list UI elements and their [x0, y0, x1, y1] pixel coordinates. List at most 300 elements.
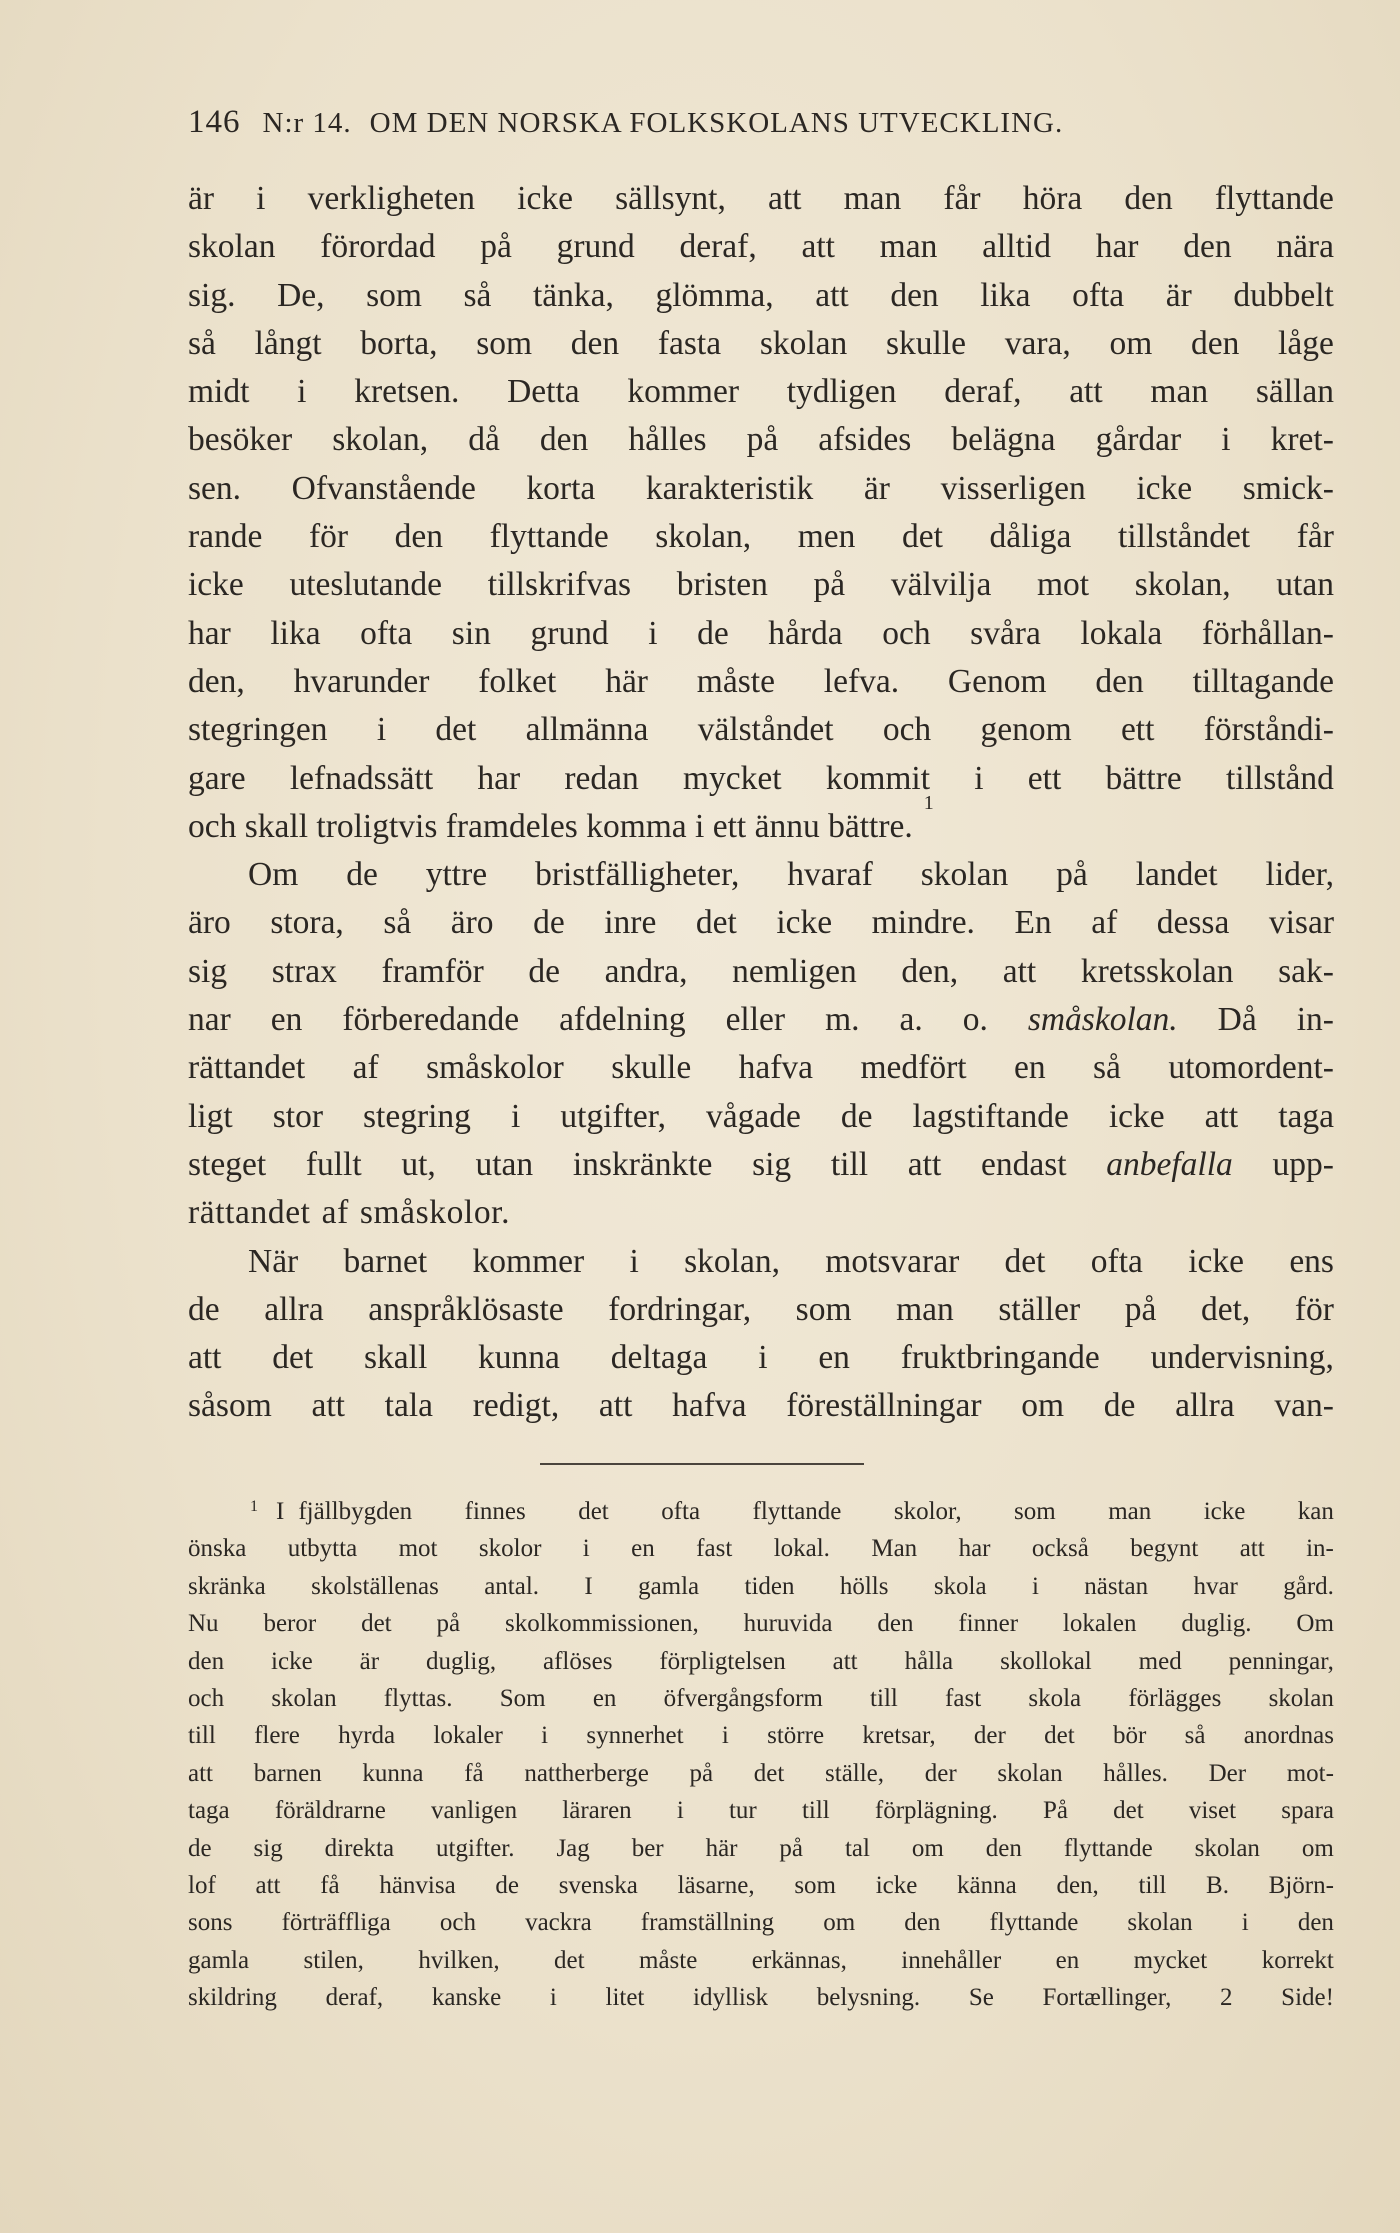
- word: på: [1056, 856, 1088, 894]
- word: att: [767, 180, 802, 217]
- word: barnet: [343, 1242, 428, 1280]
- word: nästan: [1084, 1572, 1149, 1600]
- word: i: [510, 1097, 521, 1135]
- word: rande: [188, 518, 263, 556]
- word: läsarne,: [677, 1871, 755, 1899]
- word: lof: [188, 1871, 216, 1899]
- word: det: [753, 1759, 785, 1787]
- text-line: [188, 1334, 1334, 1382]
- word: det: [578, 1498, 609, 1525]
- word: lokal.: [773, 1535, 830, 1563]
- footnote-number-wrap: [250, 1493, 284, 1530]
- word: tydligen: [786, 373, 897, 411]
- word: skolan: [1268, 1684, 1334, 1712]
- footnote-marker: 1: [923, 791, 934, 814]
- word: är: [359, 1647, 380, 1675]
- word: utan: [1276, 566, 1334, 604]
- word: mot: [1036, 566, 1090, 604]
- word: skola: [933, 1572, 987, 1600]
- word: visserligen: [940, 469, 1086, 507]
- word: anspråklösaste: [368, 1290, 564, 1328]
- word: skolkommissionen,: [504, 1610, 699, 1638]
- word: öfvergångsform: [663, 1684, 823, 1712]
- word: att: [311, 1387, 345, 1425]
- text-line: [188, 851, 1334, 899]
- word: till: [870, 1684, 898, 1712]
- footnote-line-first: [188, 1493, 1334, 1530]
- word: flyttande: [752, 1498, 842, 1525]
- word: lika: [980, 276, 1031, 314]
- text-line: [188, 465, 1334, 513]
- word: de: [188, 1834, 212, 1862]
- word: de: [528, 952, 561, 990]
- word: det: [361, 1610, 392, 1638]
- word: låge: [1278, 324, 1334, 362]
- word: i: [1241, 1909, 1249, 1937]
- text-line: [188, 658, 1334, 706]
- word: icke: [875, 1871, 918, 1899]
- word: välvilja: [890, 566, 992, 604]
- word: af: [352, 1049, 379, 1087]
- word: nära: [1276, 228, 1334, 266]
- word: sons: [188, 1909, 233, 1937]
- word: skolan: [1194, 1834, 1260, 1862]
- word: a.: [899, 1001, 923, 1039]
- word: endast: [980, 1145, 1067, 1183]
- word: kommer: [472, 1242, 585, 1280]
- word: i: [721, 1722, 729, 1750]
- word: inre: [604, 904, 657, 942]
- word: förhållan-: [1201, 614, 1334, 652]
- word: de: [1103, 1387, 1136, 1425]
- word: m.: [825, 1001, 860, 1039]
- word: föräldrarne: [274, 1797, 386, 1825]
- word: Om: [248, 856, 299, 894]
- word: såsom: [188, 1387, 272, 1425]
- word: i: [549, 1984, 557, 2012]
- word: skolan: [271, 1684, 337, 1712]
- footnote-line: [188, 1755, 1334, 1792]
- word: kretsen.: [354, 373, 460, 411]
- word: vackra: [525, 1909, 592, 1937]
- footnote-line: [188, 1680, 1334, 1717]
- text-line-last: [188, 791, 1334, 851]
- word: deltaga: [610, 1339, 708, 1377]
- word: inskränkte: [572, 1145, 713, 1183]
- word: Jag: [556, 1834, 590, 1862]
- word: kretsar,: [862, 1722, 936, 1750]
- word: bättre: [1105, 759, 1182, 797]
- word: motsvarar: [825, 1242, 960, 1280]
- word: deraf,: [325, 1984, 384, 2012]
- word: tiden: [744, 1572, 795, 1600]
- word: mot: [398, 1535, 438, 1563]
- word: innehåller: [901, 1946, 1002, 1974]
- word: 2: [1220, 1984, 1233, 2012]
- word: skolor,: [893, 1498, 962, 1525]
- word: ofta: [1072, 276, 1125, 314]
- word: som: [366, 276, 422, 314]
- word: en: [1013, 1049, 1046, 1087]
- main-text: [188, 175, 1334, 1431]
- word: svåra: [970, 614, 1041, 652]
- word: har: [958, 1535, 991, 1563]
- footnote: [188, 1493, 1334, 2016]
- word: stor: [272, 1097, 323, 1135]
- word: visar: [1268, 904, 1334, 942]
- word: förordad: [320, 228, 436, 266]
- word: sen.: [188, 469, 242, 507]
- word: de: [533, 904, 565, 942]
- word: och: [882, 614, 931, 652]
- word: besöker: [188, 421, 293, 459]
- word: det: [1113, 1797, 1144, 1825]
- word: den: [539, 421, 589, 459]
- text-line: [188, 899, 1334, 947]
- word: tur: [728, 1797, 757, 1825]
- word: den: [890, 276, 939, 314]
- word: sak-: [1278, 952, 1334, 990]
- word: att: [1239, 1535, 1265, 1563]
- word: hyrda: [338, 1722, 396, 1750]
- word: stegring: [363, 1097, 471, 1135]
- word: bristen: [676, 566, 768, 604]
- word: viset: [1188, 1797, 1237, 1825]
- word: få: [320, 1871, 340, 1899]
- word: i: [648, 614, 658, 652]
- word: men: [797, 518, 856, 556]
- word: ett: [1027, 759, 1062, 797]
- word: in-: [1296, 1001, 1334, 1039]
- word: lider,: [1265, 856, 1334, 894]
- text-line: [188, 561, 1334, 609]
- word: fordringar,: [608, 1290, 752, 1328]
- word: På: [1042, 1797, 1068, 1825]
- word: anbefalla: [1106, 1145, 1233, 1183]
- word: hålles: [628, 421, 707, 459]
- word: det: [272, 1339, 314, 1377]
- word: aflöses: [543, 1647, 613, 1675]
- footnote-line: [188, 1530, 1334, 1567]
- word: Som: [499, 1684, 546, 1712]
- word: Då: [1217, 1001, 1257, 1039]
- word: lika: [270, 614, 321, 652]
- footnote-line: [188, 1942, 1334, 1979]
- word: de: [346, 856, 378, 894]
- word: så: [188, 324, 216, 362]
- word: den: [1190, 324, 1240, 362]
- word: att: [832, 1647, 858, 1675]
- word: utomordent-: [1168, 1049, 1334, 1087]
- word: mindre.: [871, 904, 975, 942]
- word: känna: [957, 1871, 1017, 1899]
- word: flyttande: [1063, 1834, 1153, 1862]
- word: spara: [1281, 1797, 1334, 1825]
- word: om: [1021, 1387, 1065, 1425]
- word: för: [309, 518, 349, 556]
- word: kommit: [825, 759, 931, 797]
- word: det: [1004, 1242, 1046, 1280]
- word: det: [695, 904, 737, 942]
- word: antal.: [484, 1572, 540, 1600]
- word: fruktbringande: [900, 1339, 1100, 1377]
- word: afsides: [818, 421, 912, 459]
- word: sig: [253, 1834, 283, 1862]
- word: tala: [384, 1387, 433, 1425]
- word: allra: [1175, 1387, 1235, 1425]
- word: om: [1109, 324, 1153, 362]
- word: är: [1165, 276, 1192, 314]
- word: skola: [1028, 1684, 1082, 1712]
- word: större: [767, 1722, 825, 1750]
- footnote-number: 1: [250, 1498, 258, 1515]
- word: man: [1108, 1498, 1152, 1525]
- running-head: [188, 104, 1218, 141]
- word: och: [188, 1684, 225, 1712]
- word: mycket: [682, 759, 782, 797]
- word: det: [554, 1946, 585, 1974]
- word: de: [697, 614, 729, 652]
- word: det: [1044, 1722, 1075, 1750]
- word: på: [1124, 1290, 1157, 1328]
- word: här: [605, 662, 648, 700]
- word: direkta: [324, 1834, 395, 1862]
- footnote-line: [188, 1904, 1334, 1941]
- word: skollokal: [1000, 1647, 1092, 1675]
- word: lefnadssätt: [289, 759, 434, 797]
- word: Nu: [188, 1610, 219, 1638]
- word: icke: [517, 180, 573, 217]
- word: strax: [271, 952, 337, 990]
- word: gamla: [638, 1572, 700, 1600]
- word: om: [823, 1909, 856, 1937]
- word: den: [904, 1909, 941, 1937]
- word: den: [1183, 228, 1232, 266]
- word: fjällbygden: [298, 1498, 413, 1525]
- word: som: [794, 1871, 836, 1899]
- text-line: [188, 1286, 1334, 1334]
- word: förberedande: [342, 1001, 520, 1039]
- word: flyttande: [1214, 180, 1334, 217]
- word: i: [297, 373, 307, 411]
- running-title: OM DEN NORSKA FOLKSKOLANS UTVECKLING.: [369, 107, 1064, 139]
- word: o.: [962, 1001, 988, 1039]
- word: karakteristik: [645, 469, 814, 507]
- word: måste: [696, 662, 775, 700]
- word: kanske: [431, 1984, 502, 2012]
- word: så: [463, 276, 492, 314]
- word: redan: [564, 759, 639, 797]
- word: man: [896, 1290, 954, 1328]
- word: Ofvanstående: [291, 469, 476, 507]
- word: dubbelt: [1233, 276, 1334, 314]
- word: rättandet: [188, 1049, 306, 1087]
- word: fasta: [657, 324, 722, 362]
- word: in-: [1306, 1535, 1334, 1563]
- word: der: [924, 1759, 957, 1787]
- word: så: [383, 904, 412, 942]
- word: de: [188, 1290, 220, 1328]
- word: i: [541, 1722, 549, 1750]
- word: Man: [871, 1535, 918, 1563]
- word: då: [468, 421, 500, 459]
- word: När: [248, 1242, 299, 1280]
- word: utan: [475, 1145, 534, 1183]
- word: det: [902, 518, 943, 556]
- word: den,: [1056, 1871, 1099, 1899]
- word: hänvisa: [379, 1871, 456, 1899]
- word: på: [436, 1610, 461, 1638]
- word: flyttande: [989, 1909, 1079, 1937]
- word: småskolor.: [359, 1194, 511, 1232]
- text-line: [188, 1382, 1334, 1430]
- word: att: [907, 1145, 942, 1183]
- word: på: [779, 1834, 804, 1862]
- word: dåliga: [989, 518, 1072, 556]
- footnote-first-word: I: [276, 1498, 285, 1525]
- word: icke: [271, 1647, 313, 1675]
- word: höra: [1022, 180, 1083, 217]
- word: taga: [188, 1797, 230, 1825]
- word: med: [1138, 1647, 1182, 1675]
- word: äro: [450, 904, 494, 942]
- word: för: [1294, 1290, 1334, 1328]
- word: i: [1031, 1572, 1039, 1600]
- word: duglig.: [1181, 1610, 1252, 1638]
- word: den: [877, 1610, 914, 1638]
- word: folket: [478, 662, 557, 700]
- word: att: [188, 1339, 222, 1377]
- word: nar: [188, 1001, 231, 1039]
- word: det: [435, 711, 477, 749]
- word: svenska: [558, 1871, 638, 1899]
- word: korrekt: [1261, 1946, 1334, 1974]
- word: ens: [1289, 1242, 1334, 1280]
- text-line: [188, 175, 1334, 223]
- word: gård.: [1283, 1572, 1334, 1600]
- word: framställning: [640, 1909, 775, 1937]
- footnote-line: [188, 1568, 1334, 1605]
- word: af: [321, 1194, 349, 1232]
- word: ofta: [1090, 1242, 1143, 1280]
- text-line: [188, 513, 1334, 561]
- word: ett: [1120, 711, 1155, 749]
- word: kret-: [1270, 421, 1334, 459]
- text-line: [188, 320, 1334, 368]
- word: om: [1301, 1834, 1334, 1862]
- text-line: [188, 223, 1334, 271]
- word: deraf,: [679, 228, 757, 266]
- word: af: [1091, 904, 1118, 942]
- word: sällsynt,: [615, 180, 726, 217]
- word: nattherberge: [524, 1759, 649, 1787]
- word: nemligen: [732, 952, 857, 990]
- word: finnes: [464, 1498, 526, 1525]
- word: sig: [752, 1145, 792, 1183]
- word: som: [476, 324, 533, 362]
- word: föreställningar: [786, 1387, 982, 1425]
- text-line: [188, 706, 1334, 754]
- word: hårda: [768, 614, 843, 652]
- word: i: [582, 1535, 590, 1563]
- word: van-: [1274, 1387, 1334, 1425]
- word: sig.: [188, 276, 236, 314]
- footnote-line: [188, 1792, 1334, 1829]
- text-line: [188, 1093, 1334, 1141]
- word: mot-: [1286, 1759, 1334, 1787]
- text-line: [188, 1044, 1334, 1092]
- word: flyttande: [489, 518, 609, 556]
- word: ber: [631, 1834, 664, 1862]
- word: de: [495, 1871, 519, 1899]
- word: långt: [254, 324, 322, 362]
- word: den: [1297, 1909, 1334, 1937]
- word: genom: [980, 711, 1072, 749]
- word: kunna: [362, 1759, 424, 1787]
- word: gårdar: [1095, 421, 1182, 459]
- word: måste: [639, 1946, 698, 1974]
- word: är: [188, 180, 215, 217]
- word: icke: [1203, 1498, 1246, 1525]
- word: stilen,: [303, 1946, 364, 1974]
- word: landet: [1135, 856, 1218, 894]
- word: skulle: [885, 324, 967, 362]
- footnote-line: [188, 1717, 1334, 1754]
- word: skränka: [188, 1572, 266, 1600]
- word: utgifter,: [560, 1097, 666, 1135]
- word: Detta: [507, 373, 580, 411]
- word: tal: [844, 1834, 870, 1862]
- word: den,: [901, 952, 959, 990]
- word: Side!: [1281, 1984, 1334, 2012]
- word: till: [801, 1797, 830, 1825]
- word: bristfälligheter,: [535, 856, 740, 894]
- footnote-line: [188, 1605, 1334, 1642]
- word: i: [676, 1797, 684, 1825]
- footnote-line: [188, 1867, 1334, 1904]
- word: sin: [451, 614, 491, 652]
- word: förplägning.: [874, 1797, 998, 1825]
- word: ut,: [401, 1145, 436, 1183]
- word: uteslutande: [289, 566, 443, 604]
- word: skulle: [611, 1049, 692, 1087]
- word: att: [801, 228, 835, 266]
- word: erkännas,: [751, 1946, 847, 1974]
- word: äro: [188, 904, 231, 942]
- word: Se: [968, 1984, 994, 2012]
- word: Björn-: [1268, 1871, 1334, 1899]
- word: man: [843, 180, 902, 217]
- footnote-line-body: [250, 1493, 1334, 1530]
- word: utbytta: [287, 1535, 358, 1563]
- word: andra,: [604, 952, 688, 990]
- word: förträffliga: [281, 1909, 391, 1937]
- issue-number: N:r 14.: [262, 107, 352, 139]
- word: sig: [188, 952, 228, 990]
- word: den: [188, 1647, 225, 1675]
- word: synnerhet: [586, 1722, 684, 1750]
- word: ställer: [998, 1290, 1081, 1328]
- word: är: [863, 469, 890, 507]
- word: en: [818, 1339, 850, 1377]
- footnote-rest: [298, 1493, 1334, 1530]
- word: skolan: [997, 1759, 1063, 1787]
- word: välståndet: [697, 711, 834, 749]
- text-line: [188, 755, 1334, 803]
- word: får: [1296, 518, 1334, 556]
- word: B.: [1206, 1871, 1229, 1899]
- word: midt: [188, 373, 250, 411]
